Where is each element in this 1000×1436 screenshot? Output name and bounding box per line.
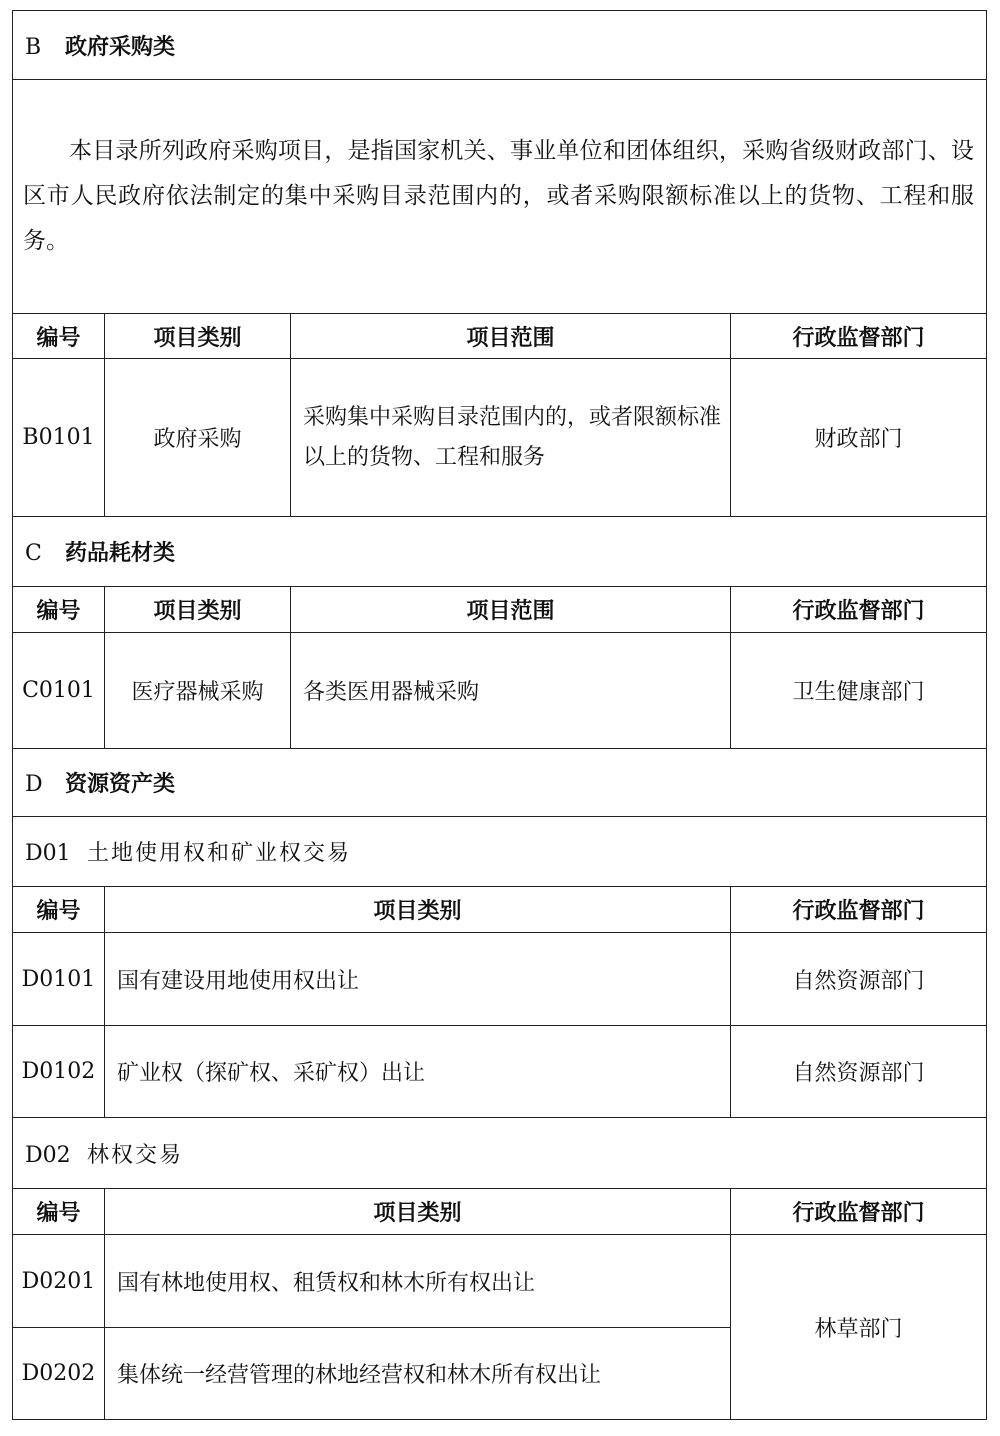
section-b-title bbox=[13, 11, 987, 80]
subsection-d01-row bbox=[13, 817, 987, 887]
header-dept: 行政监督部门 bbox=[731, 887, 987, 933]
table-row bbox=[13, 1235, 987, 1328]
table-header-row bbox=[13, 887, 987, 933]
row-id: D0101 bbox=[13, 933, 105, 1026]
row-category: 医疗器械采购 bbox=[105, 633, 291, 749]
row-id: B0101 bbox=[13, 359, 105, 517]
row-id: D0201 bbox=[13, 1235, 105, 1328]
row-category: 政府采购 bbox=[105, 359, 291, 517]
subsection-code: D02 bbox=[25, 1142, 71, 1168]
header-dept: 行政监督部门 bbox=[731, 314, 987, 359]
header-dept: 行政监督部门 bbox=[731, 1189, 987, 1235]
row-dept: 林草部门 bbox=[731, 1235, 987, 1420]
subsection-title: 土地使用权和矿业权交易 bbox=[87, 841, 352, 866]
row-dept: 财政部门 bbox=[731, 359, 987, 517]
section-b-header-row bbox=[13, 11, 987, 80]
section-title: 药品耗材类 bbox=[65, 541, 176, 566]
header-dept: 行政监督部门 bbox=[731, 587, 987, 633]
section-d-title bbox=[13, 749, 987, 817]
header-id: 编号 bbox=[13, 887, 105, 933]
table-row bbox=[13, 933, 987, 1026]
row-category: 集体统一经营管理的林地经营权和林木所有权出让 bbox=[105, 1328, 731, 1420]
section-c-title bbox=[13, 517, 987, 587]
header-category: 项目类别 bbox=[105, 587, 291, 633]
header-category: 项目类别 bbox=[105, 1189, 731, 1235]
header-id: 编号 bbox=[13, 587, 105, 633]
section-code: B bbox=[25, 34, 42, 60]
subsection-code: D01 bbox=[25, 841, 71, 866]
section-code: C bbox=[25, 541, 42, 566]
row-id: D0202 bbox=[13, 1328, 105, 1420]
header-scope: 项目范围 bbox=[291, 587, 731, 633]
header-id: 编号 bbox=[13, 1189, 105, 1235]
row-category: 国有林地使用权、租赁权和林木所有权出让 bbox=[105, 1235, 731, 1328]
table-header-row bbox=[13, 587, 987, 633]
table-row bbox=[13, 1026, 987, 1118]
header-id: 编号 bbox=[13, 314, 105, 359]
row-dept: 卫生健康部门 bbox=[731, 633, 987, 749]
table-row bbox=[13, 359, 987, 517]
subsection-title: 林权交易 bbox=[87, 1142, 184, 1168]
section-c-header-row bbox=[13, 517, 987, 587]
section-b-intro bbox=[13, 80, 987, 314]
catalog-document bbox=[12, 10, 986, 1420]
section-title: 政府采购类 bbox=[65, 34, 176, 60]
row-dept: 自然资源部门 bbox=[731, 1026, 987, 1118]
header-category: 项目类别 bbox=[105, 314, 291, 359]
row-id: C0101 bbox=[13, 633, 105, 749]
subsection-d01-title bbox=[13, 817, 987, 887]
section-code: D bbox=[25, 772, 43, 797]
row-dept: 自然资源部门 bbox=[731, 933, 987, 1026]
section-b-intro-row bbox=[13, 80, 987, 314]
section-title: 资源资产类 bbox=[65, 772, 176, 797]
table-header-row bbox=[13, 314, 987, 359]
subsection-d02-title bbox=[13, 1118, 987, 1189]
row-id: D0102 bbox=[13, 1026, 105, 1118]
intro-paragraph: 本目录所列政府采购项目，是指国家机关、事业单位和团体组织，采购省级财政部门、设区市人民政府依法制定的集中采购目录范围内的，或者采购限额标准以上的货物、工程和服务。 bbox=[23, 138, 975, 254]
row-scope: 采购集中采购目录范围内的，或者限额标准以上的货物、工程和服务 bbox=[291, 359, 731, 517]
section-d-header-row bbox=[13, 749, 987, 817]
table-header-row bbox=[13, 1189, 987, 1235]
header-category: 项目类别 bbox=[105, 887, 731, 933]
row-category: 国有建设用地使用权出让 bbox=[105, 933, 731, 1026]
row-category: 矿业权（探矿权、采矿权）出让 bbox=[105, 1026, 731, 1118]
subsection-d02-row bbox=[13, 1118, 987, 1189]
table-row bbox=[13, 633, 987, 749]
header-scope: 项目范围 bbox=[291, 314, 731, 359]
row-scope: 各类医用器械采购 bbox=[291, 633, 731, 749]
catalog-table bbox=[12, 10, 987, 1420]
